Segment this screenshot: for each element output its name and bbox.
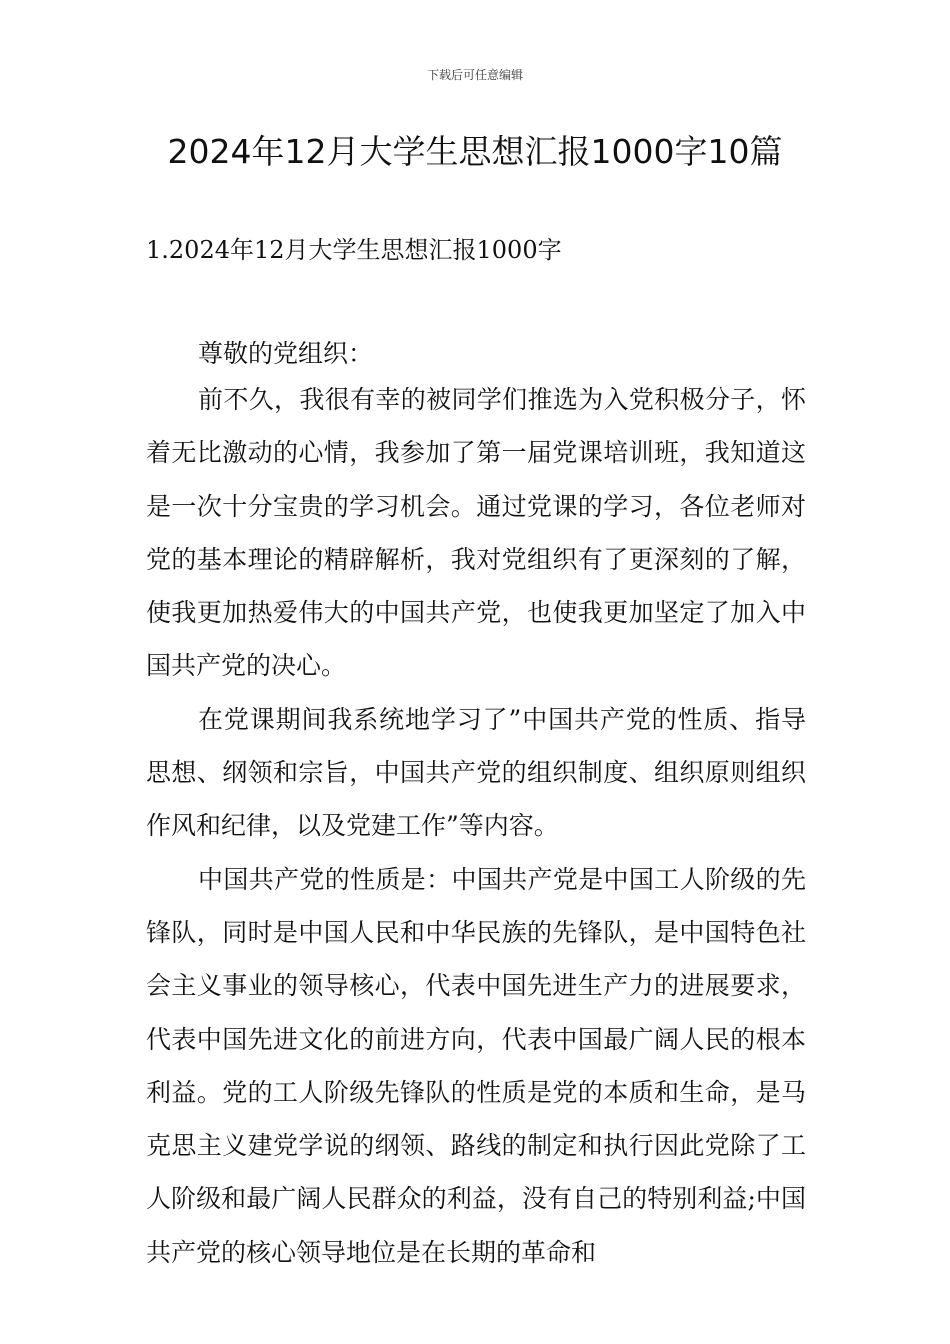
paragraph-1: 前不久，我很有幸的被同学们推选为入党积极分子，怀着无比激动的心情，我参加了第一届党课培训班，我知道这是一次十分宝贵的学习机会。通过党课的学习，各位老师对党的基本理论的精辟解析，我对党组织有了更深刻的了解，使我更加热爱伟大的中国共产党，也使我更加坚定了加入中国共产党的决心。 (146, 385, 806, 681)
body-text (146, 373, 806, 1279)
paragraph-3: 中国共产党的性质是：中国共产党是中国工人阶级的先锋队，同时是中国人民和中华民族的先锋队，是中国特色社会主义事业的领导核心，代表中国先进生产力的进展要求，代表中国先进文化的前进方向，代表中国最广阔人民的根本利益。党的工人阶级先锋队的性质是党的本质和生命，是马克思主义建党学说的纲领、路线的制定和执行因此党除了工人阶级和最广阔人民群众的利益，没有自己的特别利益;中国共产党的核心领导地位是在长期的革命和 (146, 864, 806, 1267)
salutation: 尊敬的党组织： (198, 339, 374, 368)
document-title: 2024年12月大学生思想汇报1000字10篇 (167, 132, 783, 171)
paragraph-2: 在党课期间我系统地学习了”中国共产党的性质、指导思想、纲领和宗旨，中国共产党的组织制度、组织原则组织作风和纪律，以及党建工作”等内容。 (146, 704, 806, 841)
header-note: 下载后可任意编辑 (426, 68, 523, 82)
section-heading: 1.2024年12月大学生思想汇报1000字 (146, 236, 562, 264)
